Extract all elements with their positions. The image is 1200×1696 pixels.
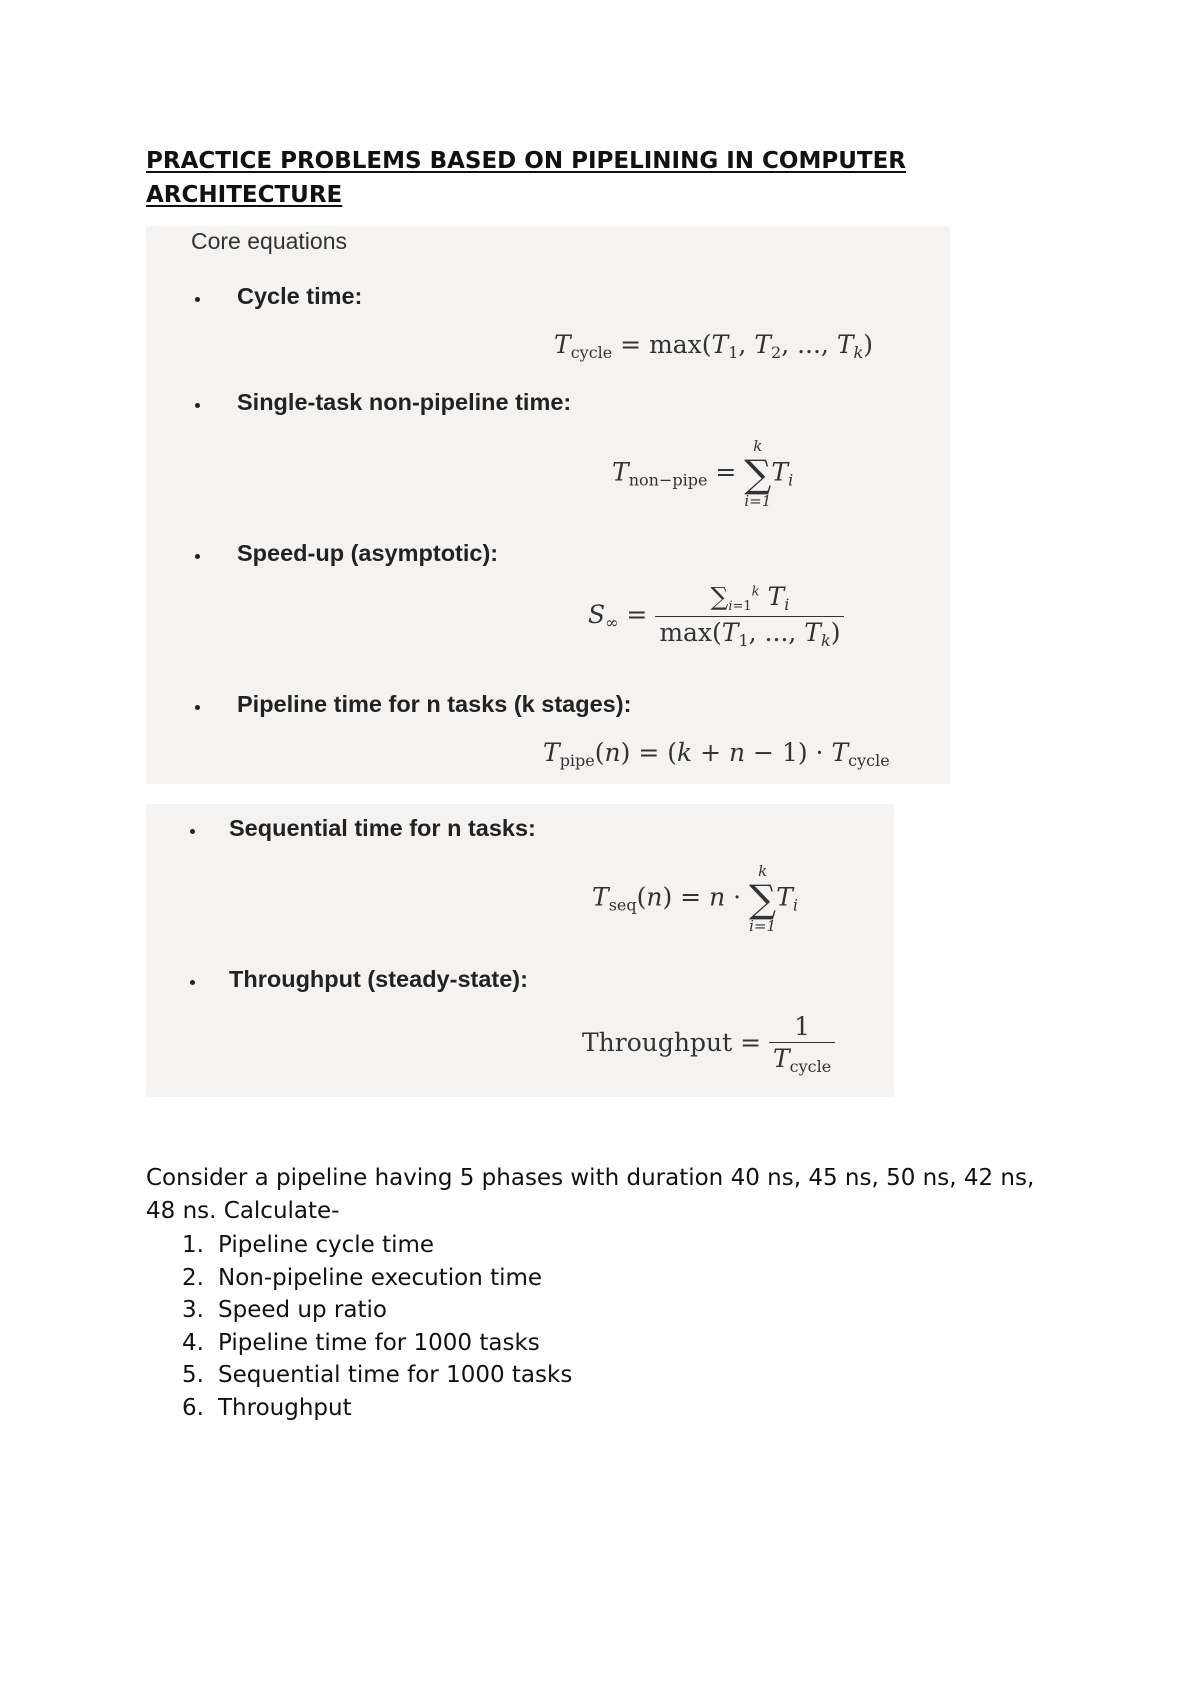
list-item: 5. Sequential time for 1000 tasks [182, 1362, 573, 1389]
bullet-dot-icon [195, 554, 200, 559]
non-pipeline-time-formula: $T_{non-pipe}$ = k ∑ i=1 $T_i$ [612, 437, 794, 510]
bullet-dot-icon [195, 403, 200, 408]
page-title: PRACTICE PROBLEMS BASED ON PIPELINING IN COMPUTER ARCHITECTURE [146, 148, 906, 208]
list-item: 3. Speed up ratio [182, 1297, 387, 1324]
list-item: 1. Pipeline cycle time [182, 1232, 435, 1258]
equations-image-part-1 [146, 226, 950, 784]
cycle-time-formula: $T_{cycle} = \max(T_1$, $T_2$, ..., $T_k$) [554, 330, 873, 362]
pipeline-time-formula: $T_{pipe}(n) = (k + n - 1) \cdot T_{cycle}$ [543, 738, 890, 770]
speed-up-formula: $S_\infty$ = $\frac{\sum_{i=1}^k T_i}{\max(T_1, ..., T_k)}$ [588, 584, 844, 649]
bullet-dot-icon [190, 829, 195, 834]
sequential-time-label: Sequential time for n tasks: [229, 815, 536, 841]
throughput-label: Throughput (steady-state): [229, 966, 528, 992]
cycle-time-label: Cycle time: [237, 283, 363, 309]
list-item: 2. Non-pipeline execution time [182, 1264, 543, 1291]
equations-title: Core equations [191, 228, 347, 254]
list-item: 4. Pipeline time for 1000 tasks [182, 1329, 540, 1356]
sequential-time-formula: $T_{seq}(n) = n$ · k ∑ i=1 $T_i$ [592, 862, 798, 935]
bullet-dot-icon [195, 705, 200, 710]
list-item: 6. Throughput [182, 1394, 352, 1421]
speed-up-label: Speed-up (asymptotic): [237, 540, 499, 566]
bullet-dot-icon [195, 297, 200, 302]
throughput-formula: Throughput = $\frac{1}{T_{cycle}}$ [582, 1014, 835, 1075]
task-list [182, 1229, 572, 1425]
equations-image-part-2 [146, 804, 894, 1097]
pipeline-time-label: Pipeline time for n tasks (k stages): [237, 691, 632, 717]
non-pipeline-time-label: Single-task non-pipeline time: [237, 389, 572, 415]
problem-statement: Consider a pipeline having 5 phases with duration 40 ns, 45 ns, 50 ns, 42 ns, 48 ns. Calculate- [146, 1165, 1035, 1224]
bullet-dot-icon [190, 980, 195, 985]
